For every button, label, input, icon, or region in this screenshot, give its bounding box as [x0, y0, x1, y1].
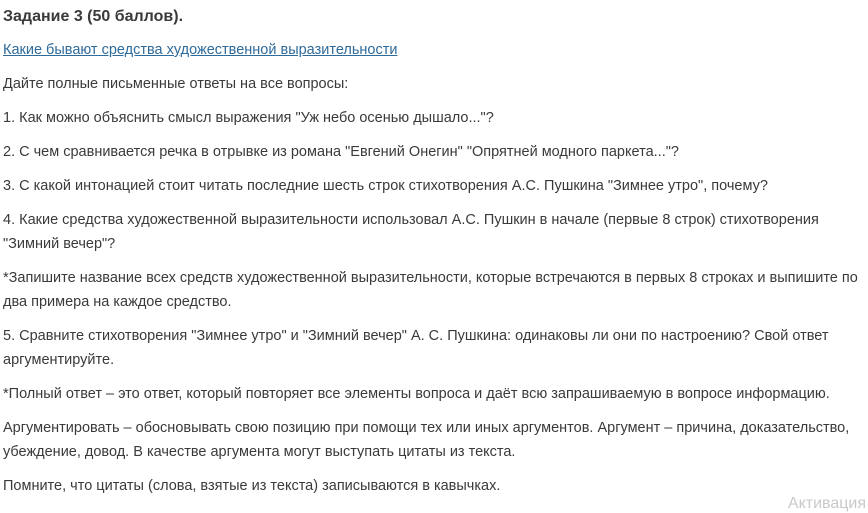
question-3: 3. С какой интонацией стоит читать последние шесть строк стихотворения А.С. Пушкина "Зимнее утро", почему? — [3, 178, 768, 194]
question-2: 2. С чем сравнивается речка в отрывке из романа "Евгений Онегин" "Опрятней модного паркета..."? — [3, 144, 679, 160]
question-1: 1. Как можно объяснить смысл выражения "Уж небо осенью дышало..."? — [3, 110, 494, 126]
activation-watermark: Активация — [787, 495, 866, 512]
task-title: Задание 3 (50 баллов). — [3, 8, 184, 25]
expressive-means-link[interactable]: Какие бывают средства художественной выразительности — [3, 42, 398, 58]
question-4-note: *Запишите название всех средств художественной выразительности, которые встречаются в первых 8 строках и выпишите по два примера на каждое средство. — [3, 270, 858, 310]
question-4: 4. Какие средства художественной выразительности использовал А.С. Пушкин в начале (первые 8 строк) стихотворения "Зимний вечер"? — [3, 212, 819, 252]
intro-text: Дайте полные письменные ответы на все вопросы: — [3, 76, 349, 92]
argument-definition: Аргументировать – обосновывать свою позицию при помощи тех или иных аргументов. Аргумент – причина, доказательство, убеждение, довод. В качестве аргумента могут выступать цитаты из текста. — [3, 420, 850, 460]
task-content — [3, 4, 865, 498]
quotes-reminder: Помните, что цитаты (слова, взятые из текста) записываются в кавычках. — [3, 478, 501, 494]
full-answer-note: *Полный ответ – это ответ, который повторяет все элементы вопроса и даёт всю запрашиваемую в вопросе информацию. — [3, 386, 830, 402]
question-5: 5. Сравните стихотворения "Зимнее утро" и "Зимний вечер" А. С. Пушкина: одинаковы ли они по настроению? Свой ответ аргументируйте. — [3, 328, 829, 368]
